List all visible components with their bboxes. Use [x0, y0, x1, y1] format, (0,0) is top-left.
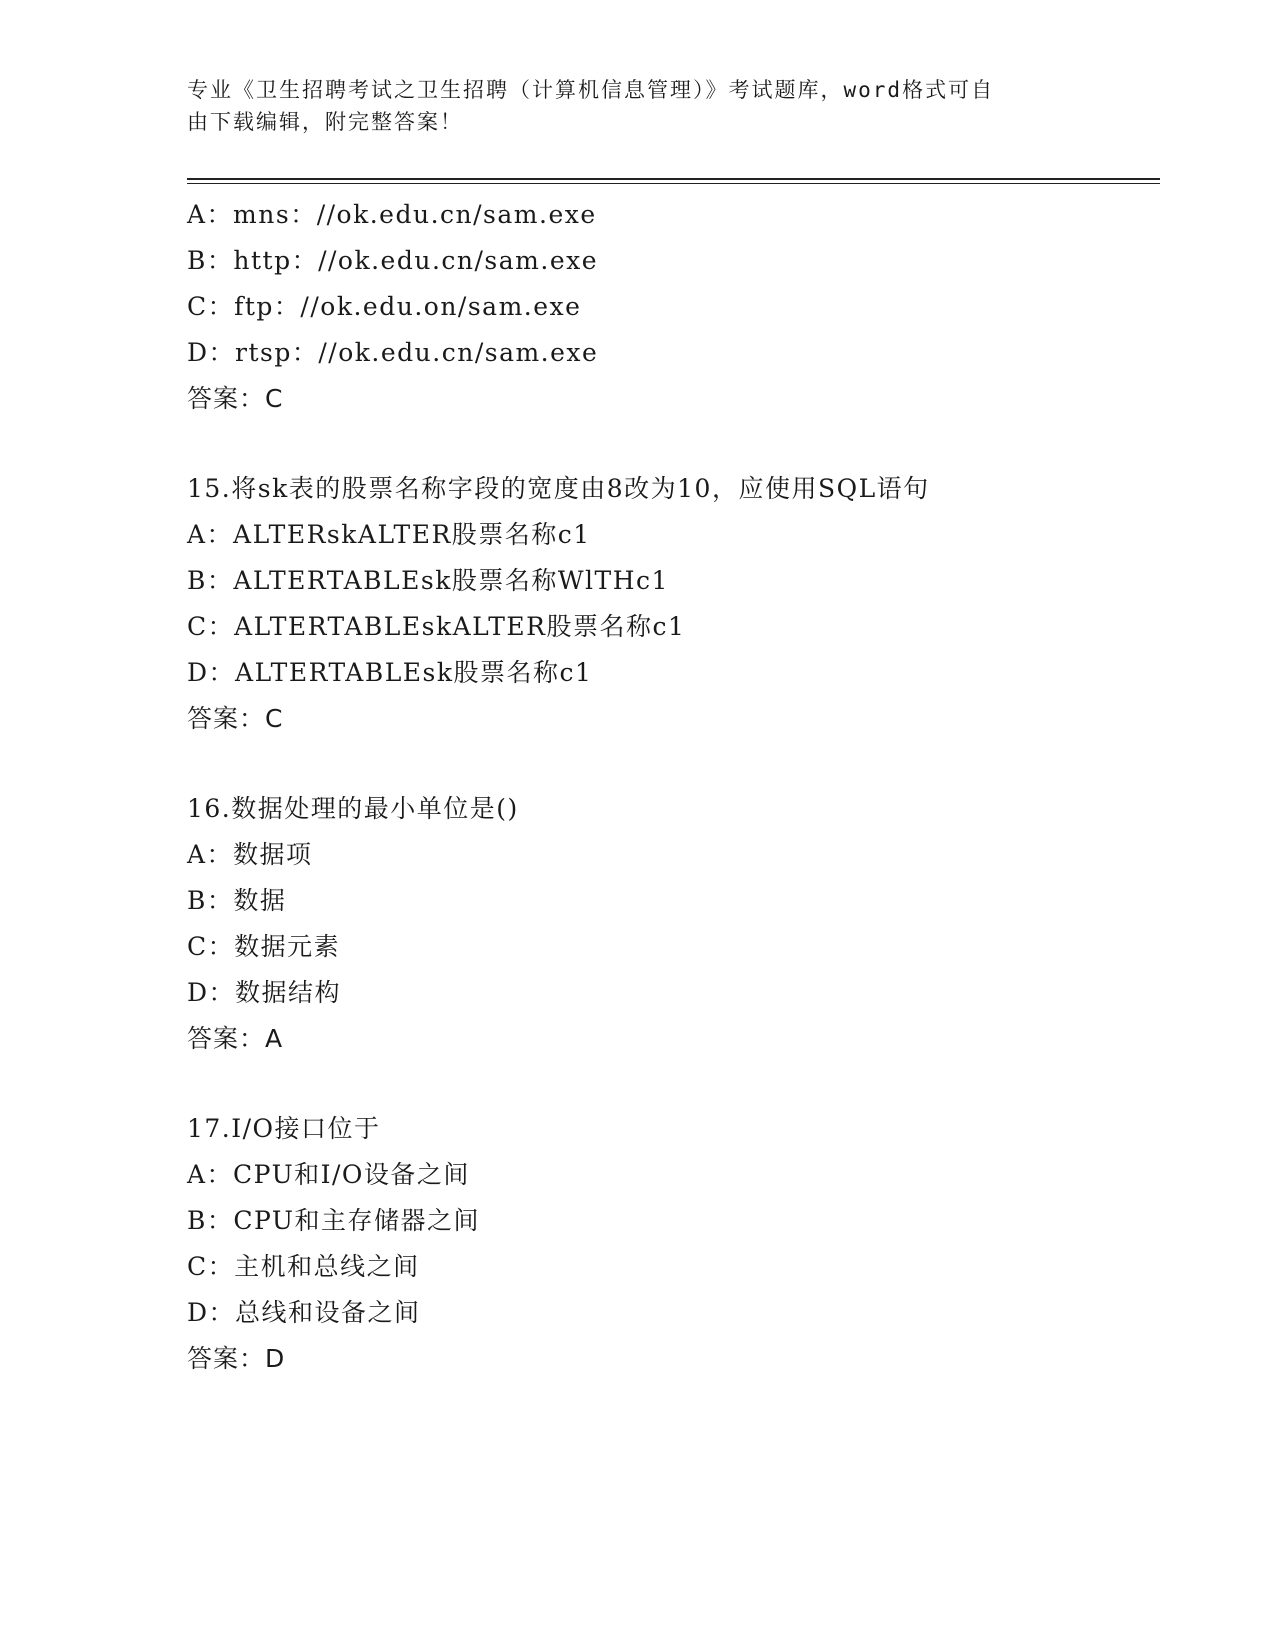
option-b: B：数据: [187, 886, 287, 915]
option-a: A：mns：//ok.edu.cn/sam.exe: [187, 200, 597, 229]
question-17: [187, 1106, 1167, 1382]
option-c: C：ALTERTABLEskALTER股票名称c1: [187, 612, 686, 641]
option-a: A：CPU和I/O设备之间: [187, 1160, 470, 1189]
option-d: D：ALTERTABLEsk股票名称c1: [187, 658, 593, 687]
option-c: C：ftp：//ok.edu.on/sam.exe: [187, 292, 582, 321]
question-16: [187, 786, 1167, 1062]
question-text: 16.数据处理的最小单位是(): [187, 794, 519, 823]
option-d: D：总线和设备之间: [187, 1298, 421, 1327]
option-d: D：rtsp：//ok.edu.cn/sam.exe: [187, 338, 599, 367]
option-a: A：数据项: [187, 840, 313, 869]
option-c: C：数据元素: [187, 932, 341, 961]
option-b: B：ALTERTABLEsk股票名称WlTHc1: [187, 566, 669, 595]
question-14: [187, 192, 1167, 422]
option-d: D：数据结构: [187, 978, 342, 1007]
spacer: [187, 742, 1167, 786]
spacer: [187, 422, 1167, 466]
answer: 答案：A: [187, 1024, 284, 1053]
document-header: [187, 74, 1087, 138]
question-text: 15.将sk表的股票名称字段的宽度由8改为10，应使用SQL语句: [187, 474, 930, 503]
header-line-2: 由下载编辑，附完整答案！: [187, 110, 463, 134]
answer: 答案：D: [187, 1344, 286, 1373]
option-b: B：http：//ok.edu.cn/sam.exe: [187, 246, 599, 275]
option-b: B：CPU和主存储器之间: [187, 1206, 480, 1235]
header-divider-thin: [187, 183, 1160, 184]
question-15: [187, 466, 1167, 742]
question-list: [187, 192, 1167, 1382]
header-line-1: 专业《卫生招聘考试之卫生招聘（计算机信息管理）》考试题库，word格式可自: [187, 78, 995, 102]
answer: 答案：C: [187, 704, 284, 733]
question-text: 17.I/O接口位于: [187, 1114, 381, 1143]
option-c: C：主机和总线之间: [187, 1252, 420, 1281]
spacer: [187, 1062, 1167, 1106]
answer: 答案：C: [187, 384, 284, 413]
option-a: A：ALTERskALTER股票名称c1: [187, 520, 591, 549]
header-divider-thick: [187, 178, 1160, 180]
